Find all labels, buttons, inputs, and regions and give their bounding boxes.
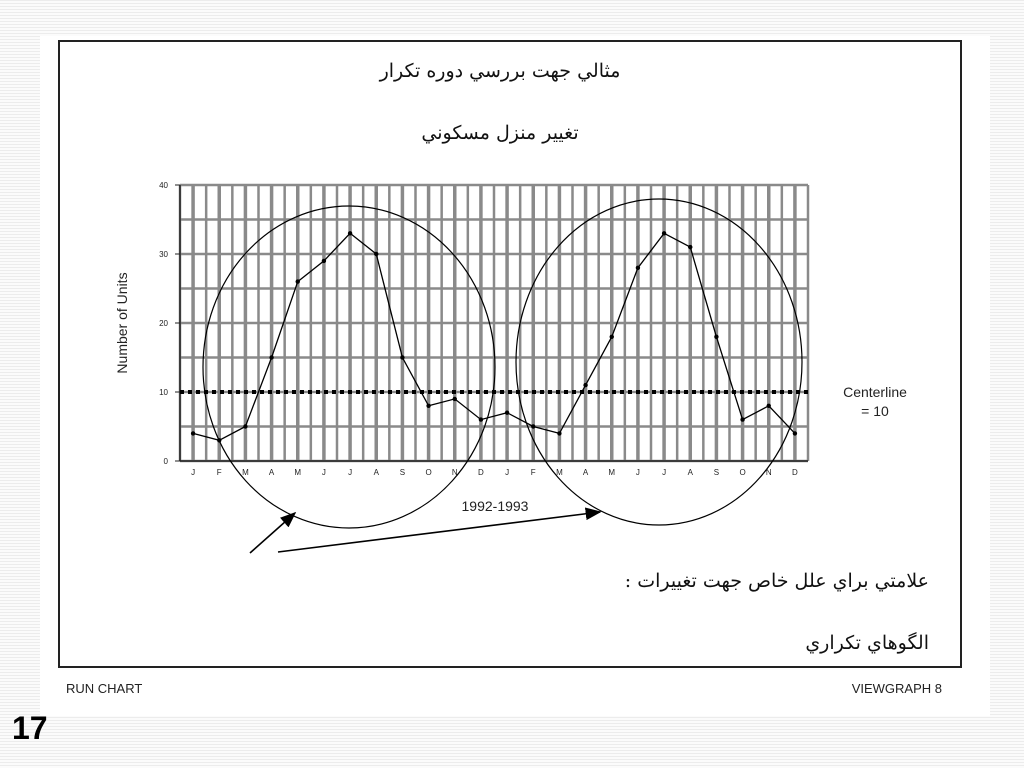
x-tick-label: M — [242, 468, 249, 477]
x-tick-label: J — [662, 468, 667, 477]
x-tick-label: J — [321, 468, 326, 477]
data-point — [243, 424, 247, 428]
x-tick-label: J — [635, 468, 640, 477]
x-tick-label: S — [399, 468, 406, 477]
data-point — [610, 335, 614, 339]
x-tick-label: N — [765, 468, 772, 477]
data-point — [505, 411, 509, 415]
data-point — [426, 404, 430, 408]
x-tick-label: J — [505, 468, 510, 477]
x-tick-label: M — [556, 468, 563, 477]
note-line1: علامتي براي علل خاص جهت تغييرات : — [624, 570, 929, 592]
data-point — [714, 335, 718, 339]
y-tick-label: 40 — [159, 181, 168, 190]
data-point — [740, 417, 744, 421]
arrow-2 — [278, 512, 600, 552]
data-point — [636, 266, 640, 270]
x-tick-label: M — [294, 468, 302, 477]
y-tick-label: 30 — [159, 250, 168, 259]
data-point — [374, 252, 378, 256]
data-point — [348, 231, 352, 235]
data-point — [322, 259, 326, 263]
x-axis-label: 1992-1993 — [461, 498, 529, 514]
data-point — [767, 404, 771, 408]
data-point — [400, 355, 404, 359]
x-tick-label: F — [530, 468, 536, 477]
x-tick-label: O — [425, 468, 432, 477]
x-tick-label: A — [373, 468, 379, 477]
x-tick-label: F — [216, 468, 222, 477]
data-point — [479, 417, 483, 421]
y-tick-label: 10 — [159, 388, 168, 397]
x-tick-label: S — [713, 468, 720, 477]
slide-title-line1: مثالي جهت بررسي دوره تكرار — [379, 60, 621, 82]
data-point — [557, 431, 561, 435]
x-tick-label: D — [478, 468, 484, 477]
x-tick-label: A — [268, 468, 275, 477]
x-tick-label: N — [451, 468, 458, 477]
data-point — [296, 279, 300, 283]
data-point — [583, 383, 587, 387]
data-point — [793, 431, 797, 435]
data-point — [453, 397, 457, 401]
x-tick-label: O — [739, 468, 746, 477]
data-point — [531, 424, 535, 428]
y-tick-label: 0 — [163, 457, 168, 466]
centerline-value-label: = 10 — [861, 403, 889, 419]
x-tick-label: J — [348, 468, 353, 477]
footer-right-label: VIEWGRAPH 8 — [851, 681, 942, 696]
footer-left-label: RUN CHART — [66, 681, 143, 696]
data-point — [269, 355, 273, 359]
y-tick-label: 20 — [159, 319, 168, 328]
slide-number: 17 — [12, 710, 48, 746]
x-tick-label: A — [582, 468, 589, 477]
slide-title-line2: تغيير منزل مسكوني — [421, 122, 579, 144]
x-tick-label: D — [792, 468, 798, 477]
centerline-label: Centerline — [843, 384, 907, 400]
x-tick-label: M — [608, 468, 616, 477]
note-line2: الگوهاي تكراري — [805, 632, 929, 654]
x-tick-label: J — [191, 468, 196, 477]
data-point — [662, 231, 666, 235]
y-axis-label: Number of Units — [114, 272, 130, 374]
data-point — [688, 245, 692, 249]
x-tick-label: A — [687, 468, 693, 477]
arrow-1 — [250, 513, 295, 553]
data-point — [191, 431, 195, 435]
